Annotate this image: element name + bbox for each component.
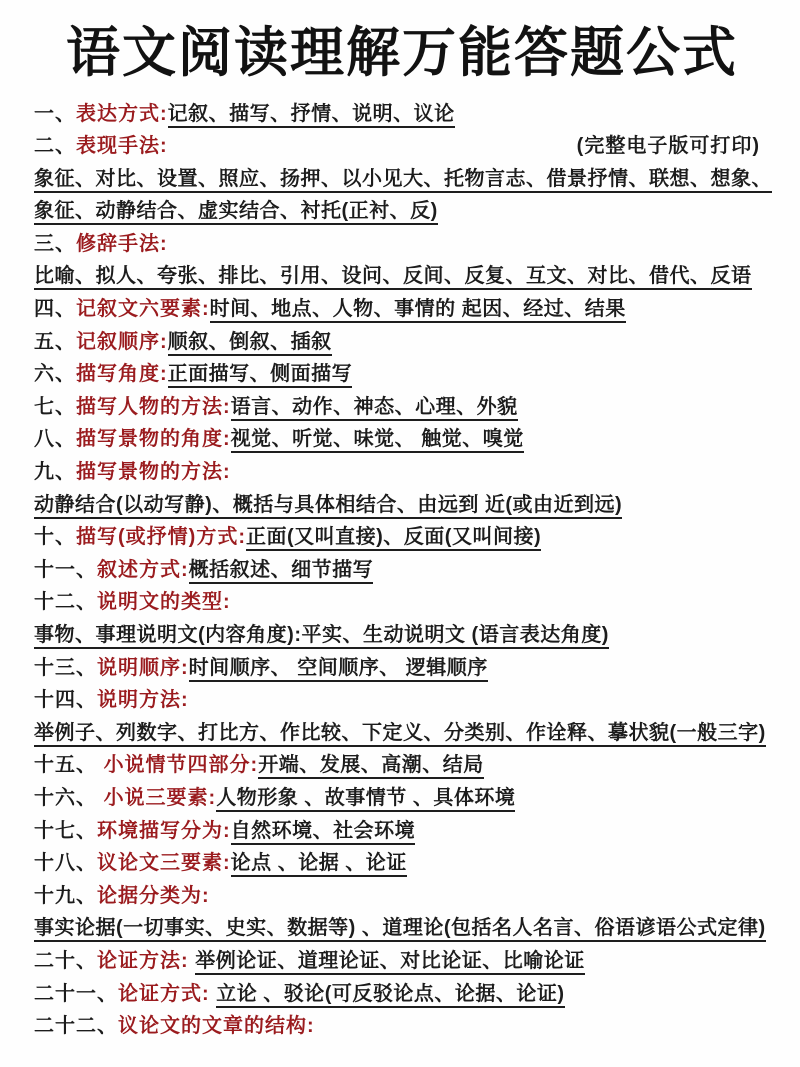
list-line: [34, 586, 770, 619]
line-number: 十一、: [34, 558, 97, 581]
line-number: 一、: [34, 102, 76, 125]
line-heading: 描写(或抒情)方式:: [76, 526, 246, 549]
line-number: 八、: [34, 428, 76, 451]
line-content: 正面(又叫直接)、反面(又叫间接): [246, 526, 541, 551]
page-title: 语文阅读理解万能答题公式: [66, 23, 738, 83]
line-content: 论点 、论据 、论证: [231, 852, 407, 877]
list-line: [34, 456, 770, 489]
list-line: [34, 815, 770, 848]
line-number: 二、: [34, 135, 76, 158]
line-heading: 描写景物的方法:: [76, 461, 231, 484]
list-line: [34, 130, 770, 163]
line-number: 十七、: [34, 819, 97, 842]
list-line: [34, 293, 770, 326]
line-content: 象征、动静结合、虚实结合、衬托(正衬、反): [34, 200, 438, 225]
line-number: 五、: [34, 330, 76, 353]
line-heading: 表达方式:: [76, 102, 168, 125]
line-content: 自然环境、社会环境: [231, 820, 416, 845]
line-number: 十五、: [34, 754, 104, 777]
list-line: [34, 652, 770, 685]
line-heading: 描写人物的方法:: [76, 395, 231, 418]
line-number: 十八、: [34, 852, 97, 875]
line-heading: 记叙文六要素:: [76, 298, 210, 321]
list-line: [34, 782, 770, 815]
line-number: 六、: [34, 363, 76, 386]
line-content: 时间顺序、 空间顺序、 逻辑顺序: [189, 657, 488, 682]
line-number: 二十二、: [34, 1015, 118, 1038]
list-line: [34, 717, 770, 750]
line-content: 语言、动作、神态、心理、外貌: [231, 396, 518, 421]
line-content: 立论 、驳论(可反驳论点、论据、论证): [216, 983, 564, 1008]
line-content: 正面描写、侧面描写: [168, 363, 353, 388]
line-number: 四、: [34, 298, 76, 321]
line-heading: 描写角度:: [76, 363, 168, 386]
line-heading: 叙述方式:: [97, 558, 189, 581]
line-number: 十六、: [34, 786, 104, 809]
list-line: [34, 880, 770, 913]
list-line: [34, 260, 770, 293]
line-content: 事实论据(一切事实、史实、数据等) 、道理论(包括名人名言、俗语谚语公式定律): [34, 917, 766, 942]
line-number: 十三、: [34, 656, 97, 679]
line-number: 十九、: [34, 884, 97, 907]
formula-list: [34, 98, 770, 1043]
line-heading: 论证方式:: [118, 982, 217, 1005]
line-content: 举例论证、道理论证、对比论证、比喻论证: [195, 950, 585, 975]
line-heading: 说明顺序:: [97, 656, 189, 679]
line-content: 开端、发展、高潮、结局: [258, 754, 484, 779]
line-number: 九、: [34, 461, 76, 484]
line-content: 动静结合(以动写静)、概括与具体相结合、由远到 近(或由近到远): [34, 494, 622, 519]
list-line: [34, 163, 770, 196]
line-number: 十二、: [34, 591, 97, 614]
list-line: [34, 978, 770, 1011]
line-heading: 议论文三要素:: [97, 852, 231, 875]
line-number: 二十一、: [34, 982, 118, 1005]
line-heading: 记叙顺序:: [76, 330, 168, 353]
line-content: 记叙、描写、抒情、说明、议论: [168, 103, 455, 128]
line-number: 三、: [34, 232, 76, 255]
line-content: 比喻、拟人、夸张、排比、引用、设问、反间、反复、互文、对比、借代、反语: [34, 265, 752, 290]
print-note: (完整电子版可打印): [576, 135, 760, 158]
line-heading: 描写景物的角度:: [76, 428, 231, 451]
list-line: [34, 98, 770, 131]
line-number: 二十、: [34, 949, 97, 972]
line-heading: 表现手法:: [76, 135, 168, 158]
list-line: [34, 326, 770, 359]
line-number: 七、: [34, 395, 76, 418]
line-heading: 小说三要素:: [103, 786, 217, 809]
line-content: 时间、地点、人物、事情的 起因、经过、结果: [210, 298, 626, 323]
line-content: 顺叙、倒叙、插叙: [168, 331, 332, 356]
list-line: [34, 684, 770, 717]
list-line: [34, 945, 770, 978]
line-heading: 论证方法:: [97, 949, 196, 972]
line-content: 视觉、听觉、味觉、 触觉、嗅觉: [231, 428, 524, 453]
line-number: 十、: [34, 526, 76, 549]
line-content: 人物形象 、故事情节 、具体环境: [216, 787, 515, 812]
line-number: 十四、: [34, 689, 97, 712]
list-line: [34, 912, 770, 945]
list-line: [34, 423, 770, 456]
line-heading: 论据分类为:: [97, 884, 210, 907]
line-content: 象征、对比、设置、照应、扬押、以小见大、托物言志、借景抒情、联想、想象、: [34, 168, 772, 193]
list-line: [34, 489, 770, 522]
line-heading: 议论文的文章的结构:: [118, 1015, 315, 1038]
line-content: 举例子、列数字、打比方、作比较、下定义、分类别、作诠释、摹状貌(一般三字): [34, 722, 766, 747]
list-line: [34, 521, 770, 554]
line-heading: 修辞手法:: [76, 232, 168, 255]
line-heading: 说明方法:: [97, 689, 189, 712]
list-line: [34, 195, 770, 228]
list-line: [34, 358, 770, 391]
list-line: [34, 554, 770, 587]
line-heading: 环境描写分为:: [97, 819, 231, 842]
line-heading: 说明文的类型:: [97, 591, 231, 614]
list-line: [34, 391, 770, 424]
list-line: [34, 847, 770, 880]
list-line: [34, 619, 770, 652]
list-line: [34, 228, 770, 261]
line-content: 事物、事理说明文(内容角度):平实、生动说明文 (语言表达角度): [34, 624, 609, 649]
line-content: 概括叙述、细节描写: [189, 559, 374, 584]
list-line: [34, 749, 770, 782]
list-line: [34, 1010, 770, 1043]
line-heading: 小说情节四部分:: [103, 754, 259, 777]
